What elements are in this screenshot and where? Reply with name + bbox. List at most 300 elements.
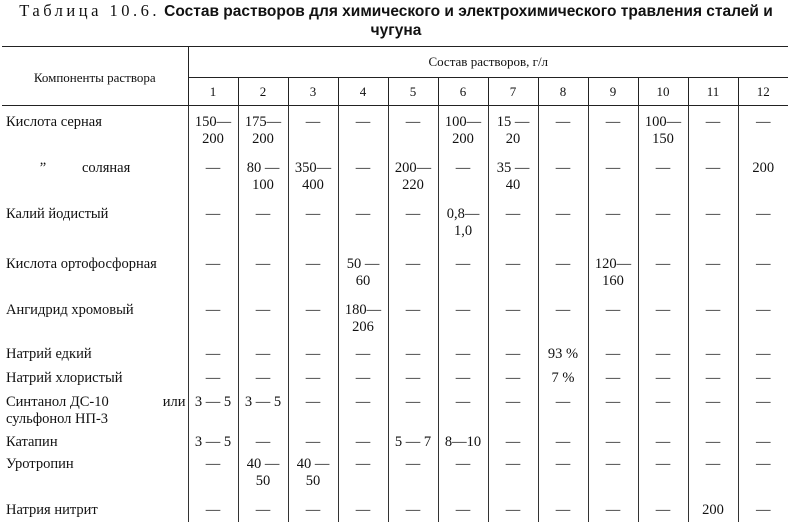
table-row [2,498,788,522]
value-cell [488,198,538,250]
value-text: 400 [302,177,324,193]
value-text: — [705,346,721,362]
value-text: — [255,346,271,362]
value-text: — [355,370,371,386]
value-cell [488,392,538,434]
value-cell [338,298,388,342]
value-text: 50 [305,473,321,489]
column-number: 9 [588,78,638,106]
value-cell [188,456,238,498]
value-cell [638,392,688,434]
value-text: — [505,502,521,518]
component-name [2,154,188,198]
value-text: — [605,370,621,386]
value-text: — [605,160,621,176]
component-label-part: или [162,394,186,410]
value-cell [188,392,238,434]
value-cell [388,392,438,434]
value-cell [288,368,338,392]
value-cell [588,198,638,250]
value-text: — [756,370,771,386]
value-text: — [255,502,271,518]
value-cell [538,392,588,434]
value-text: — [305,256,321,272]
value-text: — [355,456,371,472]
value-cell [588,154,638,198]
value-text: — [355,434,371,450]
value-text: — [305,394,321,410]
value-cell [638,154,688,198]
value-cell [288,298,338,342]
value-text: — [405,456,421,472]
value-cell [538,106,588,155]
value-text: — [355,206,371,222]
value-cell [588,498,638,522]
value-cell [338,368,388,392]
value-cell [288,456,338,498]
value-cell [188,434,238,456]
value-text: 160 [602,273,624,289]
value-text: — [655,434,671,450]
value-cell [288,392,338,434]
value-cell [488,456,538,498]
value-cell [688,456,738,498]
value-cell [738,198,788,250]
column-number: 8 [538,78,588,106]
value-text: — [455,160,471,176]
value-text: 1,0 [453,223,473,239]
value-text: — [205,502,221,518]
value-text: — [405,206,421,222]
value-cell [288,198,338,250]
value-text: 60 [355,273,371,289]
value-text: 40 — [246,456,280,472]
component-name [2,392,188,434]
value-text: — [555,394,571,410]
value-text: — [555,114,571,130]
value-text: — [605,302,621,318]
value-cell [238,368,288,392]
value-text: — [505,256,521,272]
component-name [2,456,188,498]
value-cell [738,456,788,498]
value-cell [338,498,388,522]
value-text: — [605,502,621,518]
value-text: 175— [244,114,282,130]
value-text: 200 [702,502,724,518]
value-cell [238,392,288,434]
value-text: 50 — [346,256,380,272]
value-cell [238,498,288,522]
value-cell [188,342,238,368]
value-cell [188,368,238,392]
value-cell [338,198,388,250]
value-cell [238,250,288,298]
value-text: — [505,370,521,386]
value-text: — [205,370,221,386]
value-cell [688,342,738,368]
value-text: — [655,394,671,410]
component-label: Ангидрид хромовый [6,302,134,318]
value-cell [238,154,288,198]
component-label: Калий йодистый [6,206,109,222]
value-text: — [205,346,221,362]
column-number: 1 [188,78,238,106]
table-row [2,392,788,434]
value-cell [588,456,638,498]
value-text: — [305,206,321,222]
table-row [2,198,788,250]
value-text: — [756,302,771,318]
table-row [2,434,788,456]
value-cell [688,250,738,298]
value-cell [738,250,788,298]
value-cell [288,342,338,368]
value-text: — [555,160,571,176]
value-cell [738,368,788,392]
value-text: — [505,346,521,362]
value-text: — [455,302,471,318]
value-text: — [355,160,371,176]
component-name [2,250,188,298]
value-cell [538,298,588,342]
value-text: — [405,502,421,518]
value-text: — [255,206,271,222]
value-text: — [555,256,571,272]
value-text: — [605,114,621,130]
value-text: — [305,302,321,318]
value-text: — [555,302,571,318]
value-cell [338,434,388,456]
column-number: 10 [638,78,688,106]
table-caption [0,2,792,40]
value-text: 350— [294,160,332,176]
table-row [2,368,788,392]
value-text: 93 % [547,346,579,362]
value-text: — [705,434,721,450]
value-cell [638,456,688,498]
value-text: — [705,256,721,272]
value-cell [438,250,488,298]
component-label-part: Синтанол ДС-10 [6,394,109,410]
value-cell [288,154,338,198]
caption-lead: Таблица 10.6. [19,1,161,20]
value-text: — [205,206,221,222]
column-number: 3 [288,78,338,106]
value-cell [638,298,688,342]
value-cell [588,298,638,342]
value-text: — [505,456,521,472]
value-text: — [205,302,221,318]
value-cell [488,250,538,298]
value-text: 20 [505,131,521,147]
value-text: — [455,346,471,362]
value-cell [188,106,238,155]
value-cell [638,498,688,522]
value-text: 3 — 5 [244,394,282,410]
value-text: 40 — [296,456,330,472]
value-cell [238,342,288,368]
header-components: Компоненты раствора [2,47,188,106]
value-cell [488,434,538,456]
value-text: — [305,502,321,518]
value-cell [338,106,388,155]
value-cell [438,368,488,392]
component-label-line1 [6,394,188,411]
value-text: — [255,370,271,386]
value-cell [688,368,738,392]
value-text: 3 — 5 [194,434,232,450]
value-text: — [756,434,771,450]
value-cell [588,342,638,368]
value-cell [238,198,288,250]
value-text: — [505,434,521,450]
value-text: — [555,206,571,222]
value-text: 150— [194,114,232,130]
value-cell [388,342,438,368]
value-text: — [455,256,471,272]
value-cell [188,154,238,198]
table-row [2,250,788,298]
value-cell [638,198,688,250]
value-text: — [555,434,571,450]
value-cell [688,198,738,250]
component-name [2,298,188,342]
value-cell [638,434,688,456]
value-cell [688,298,738,342]
value-text: 40 [505,177,521,193]
value-text: 200 [252,131,274,147]
value-text: 180— [344,302,382,318]
value-text: — [505,394,521,410]
caption-title: Состав растворов для химического и электрохимического травления сталей и чугуна [164,3,773,39]
value-cell [738,106,788,155]
value-text: — [405,394,421,410]
column-number: 2 [238,78,288,106]
value-cell [688,106,738,155]
value-text: — [756,394,771,410]
value-cell [388,198,438,250]
value-cell [338,342,388,368]
value-cell [288,106,338,155]
value-cell [738,434,788,456]
value-text: — [505,302,521,318]
value-text: 200 [202,131,224,147]
table-row [2,106,788,155]
value-cell [438,456,488,498]
value-cell [388,250,438,298]
component-label: Натрия нитрит [6,502,98,518]
value-text: — [355,114,371,130]
value-text: — [605,456,621,472]
value-text: — [705,206,721,222]
value-cell [388,154,438,198]
value-text: — [355,502,371,518]
value-text: — [305,114,321,130]
value-cell [388,298,438,342]
value-cell [488,342,538,368]
value-cell [288,434,338,456]
value-text: — [405,370,421,386]
component-label: соляная [82,160,131,176]
value-text: — [355,346,371,362]
value-text: 3 — 5 [194,394,232,410]
value-cell [538,368,588,392]
column-number: 5 [388,78,438,106]
value-cell [688,434,738,456]
value-cell [188,298,238,342]
table-row [2,154,788,198]
value-text: — [455,502,471,518]
value-cell [438,434,488,456]
value-cell [288,498,338,522]
value-cell [488,298,538,342]
column-number: 7 [488,78,538,106]
value-cell [738,154,788,198]
value-cell [538,154,588,198]
value-text: — [205,256,221,272]
column-number: 12 [738,78,788,106]
value-text: 80 — [246,160,280,176]
value-cell [738,298,788,342]
value-text: — [455,456,471,472]
value-text: — [605,434,621,450]
value-text: — [405,256,421,272]
table-row [2,342,788,368]
value-text: 120— [594,256,632,272]
value-cell [338,154,388,198]
value-text: — [605,206,621,222]
value-text: 150 [652,131,674,147]
value-cell [238,456,288,498]
value-cell [488,154,538,198]
value-cell [538,250,588,298]
value-text: — [655,370,671,386]
value-cell [438,342,488,368]
value-cell [488,106,538,155]
value-cell [488,498,538,522]
value-cell [338,250,388,298]
value-text: — [405,346,421,362]
value-text: — [756,114,771,130]
value-text: 206 [352,319,374,335]
value-cell [438,498,488,522]
value-cell [688,392,738,434]
value-cell [238,106,288,155]
value-cell [738,392,788,434]
value-cell [438,198,488,250]
value-text: — [655,256,671,272]
value-cell [638,368,688,392]
value-text: 5 — 7 [394,434,432,450]
value-cell [738,342,788,368]
value-cell [588,434,638,456]
value-text: — [705,160,721,176]
value-text: — [255,256,271,272]
value-text: 100— [444,114,482,130]
value-cell [388,498,438,522]
value-text: — [756,256,771,272]
value-cell [438,392,488,434]
value-text: — [555,502,571,518]
component-name [2,106,188,155]
value-text: 100 [252,177,274,193]
value-cell [588,250,638,298]
value-cell [388,106,438,155]
value-cell [688,154,738,198]
column-number: 4 [338,78,388,106]
value-cell [538,456,588,498]
value-text: — [255,434,271,450]
value-text: 100— [644,114,682,130]
value-cell [538,498,588,522]
value-cell [738,498,788,522]
component-name [2,434,188,456]
value-cell [638,250,688,298]
ditto-mark: ” [39,160,47,176]
value-text: — [705,302,721,318]
value-text: — [355,394,371,410]
value-text: — [455,370,471,386]
value-text: — [655,502,671,518]
column-number: 11 [688,78,738,106]
value-cell [538,434,588,456]
value-cell [688,498,738,522]
value-text: — [655,160,671,176]
value-text: — [305,370,321,386]
component-label: Кислота серная [6,114,102,130]
value-text: — [605,394,621,410]
value-text: 7 % [551,370,575,386]
value-text: — [756,346,771,362]
value-cell [638,106,688,155]
value-text: — [655,456,671,472]
value-text: — [205,456,221,472]
value-text: — [756,502,771,518]
value-cell [388,434,438,456]
value-text: 50 [255,473,271,489]
value-text: — [305,434,321,450]
component-label: Кислота ортофосфорная [6,256,157,272]
value-text: — [605,346,621,362]
value-cell [538,342,588,368]
value-cell [238,298,288,342]
value-text: — [455,394,471,410]
value-text: — [555,456,571,472]
value-text: — [255,302,271,318]
component-label: Натрий едкий [6,346,92,362]
value-cell [538,198,588,250]
component-name [2,368,188,392]
value-text: 15 — [496,114,530,130]
value-text: — [756,456,771,472]
component-name [2,198,188,250]
component-name [2,498,188,522]
value-text: 220 [402,177,424,193]
component-label: Натрий хлористый [6,370,123,386]
value-text: — [655,206,671,222]
value-cell [388,368,438,392]
value-text: — [655,346,671,362]
value-text: 8—10 [444,434,482,450]
component-label: Уротропин [6,456,74,472]
value-cell [338,456,388,498]
value-text: 200— [394,160,432,176]
value-cell [588,106,638,155]
value-cell [438,154,488,198]
solutions-table [2,46,788,522]
value-text: 0,8— [446,206,480,222]
